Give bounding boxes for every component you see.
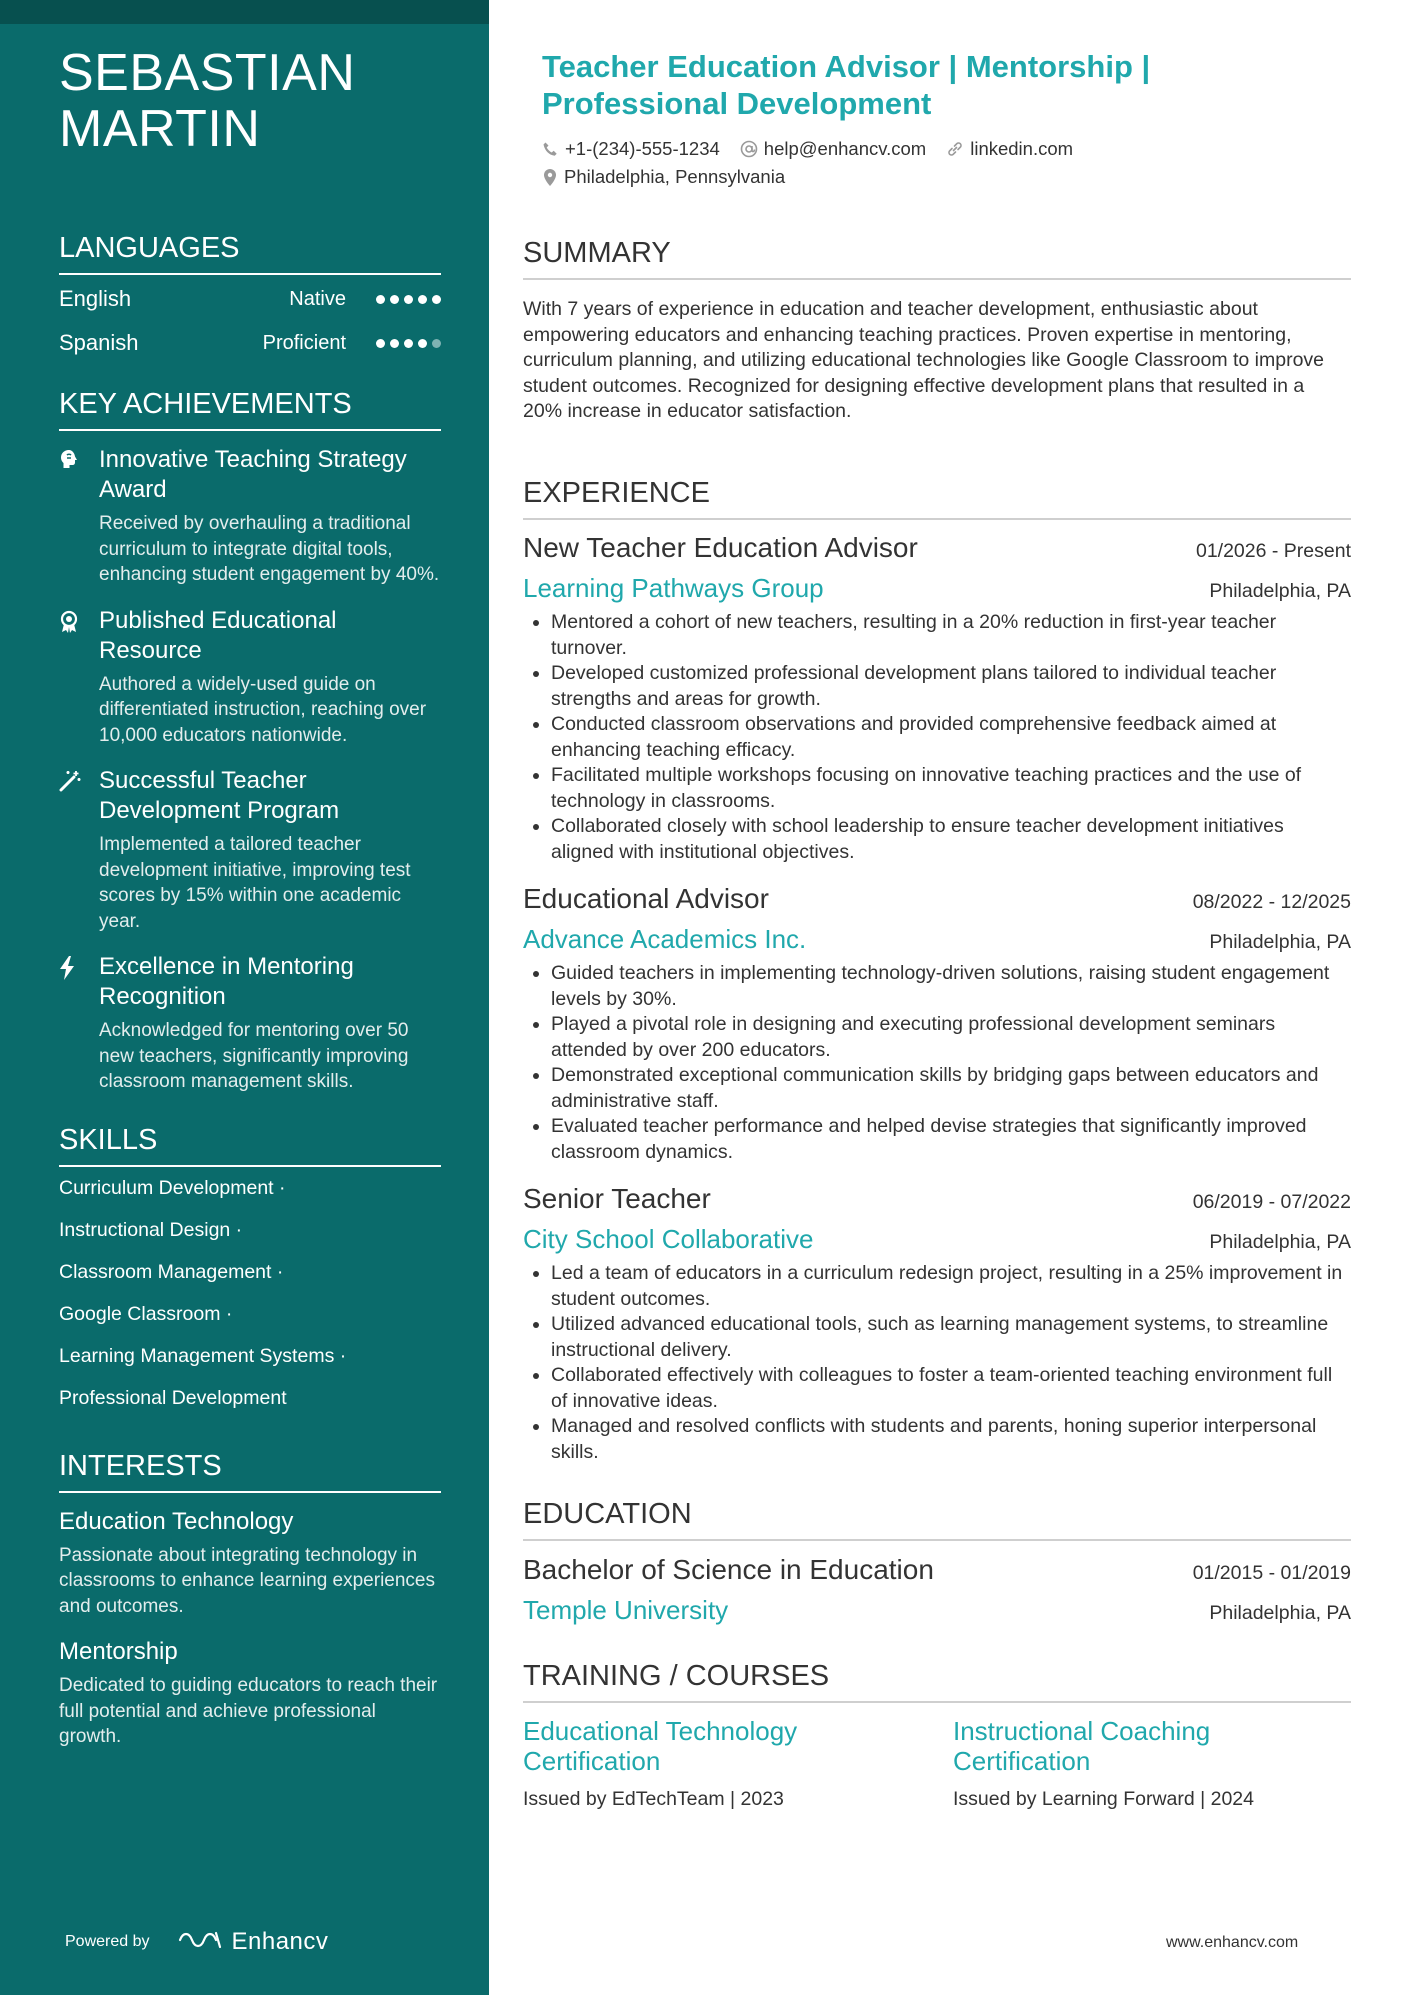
enhancv-logo-icon <box>178 1929 222 1956</box>
candidate-name: SEBASTIAN MARTIN <box>59 44 356 158</box>
job-bullet: • Led a team of educators in a curriculum redesign project, resulting in a 25% improvement in student outcomes. <box>551 1261 1351 1312</box>
skill-item: Classroom Management · <box>59 1260 284 1283</box>
award-medal-icon <box>59 606 99 636</box>
language-proficiency-dots <box>376 339 441 348</box>
skills-list <box>59 1167 441 1419</box>
link-icon <box>946 140 964 158</box>
location-text: Philadelphia, Pennsylvania <box>564 166 786 187</box>
language-name: English <box>59 286 132 311</box>
job-title: New Teacher Education Advisor <box>523 532 918 563</box>
job-title: Senior Teacher <box>523 1183 711 1214</box>
achievement-item <box>59 766 441 934</box>
headline: Teacher Education Advisor | Mentorship | Professional Development <box>542 49 1151 121</box>
course-issuer: Issued by EdTechTeam | 2023 <box>523 1788 784 1810</box>
contact-phone <box>542 138 720 160</box>
job-bullet: • Managed and resolved conflicts with students and parents, honing superior interpersonal skills. <box>551 1414 1351 1465</box>
job-bullet: • Played a pivotal role in designing and executing professional development seminars attended by over 200 educators. <box>551 1012 1351 1063</box>
language-proficiency-dots <box>376 295 441 304</box>
course-item <box>523 1716 923 1812</box>
job-bullet: • Facilitated multiple workshops focusing on innovative teaching practices and the use of technology in classrooms. <box>551 763 1351 814</box>
contact-location <box>542 166 785 188</box>
job-bullet: • Evaluated teacher performance and helped devise strategies that significantly improved classroom dynamics. <box>551 1114 1351 1165</box>
job-company: Learning Pathways Group <box>523 573 824 603</box>
achievement-title: Published Educational Resource <box>99 606 337 664</box>
experience-entry <box>523 530 1351 865</box>
job-bullet: • Developed customized professional development plans tailored to individual teacher strengths and areas for growth. <box>551 661 1351 712</box>
powered-by-label: Powered by <box>65 1933 150 1950</box>
job-company: Advance Academics Inc. <box>523 924 807 954</box>
at-icon <box>740 140 758 158</box>
achievement-title: Successful Teacher Development Program <box>99 767 340 824</box>
achievement-item <box>59 445 441 588</box>
experience-heading: EXPERIENCE <box>523 476 1351 520</box>
experience-entry <box>523 1181 1351 1465</box>
job-date: 06/2019 - 07/2022 <box>1192 1191 1351 1213</box>
achievement-description: Acknowledged for mentoring over 50 new teachers, significantly improving classroom management skills. <box>99 1020 409 1092</box>
interest-description: Dedicated to guiding educators to reach their full potential and achieve professional growth. <box>59 1675 438 1747</box>
enhancv-brand-text: Enhancv <box>231 1928 329 1955</box>
education-location: Philadelphia, PA <box>1209 1602 1351 1624</box>
contact-linkedin[interactable] <box>946 138 1073 160</box>
course-title: Instructional Coaching Certification <box>953 1716 1211 1776</box>
skill-item: Google Classroom · <box>59 1302 233 1325</box>
language-level: Native <box>289 287 346 310</box>
proficiency-dot-filled <box>432 295 441 304</box>
proficiency-dot-filled <box>390 339 399 348</box>
experience-entry <box>523 881 1351 1165</box>
brain-bulb-icon <box>59 445 99 475</box>
job-bullet: • Utilized advanced educational tools, such as learning management systems, to streamline instructional delivery. <box>551 1312 1351 1363</box>
lightning-bolt-icon <box>59 952 99 982</box>
location-pin-icon <box>542 168 558 187</box>
language-item <box>59 277 441 321</box>
achievement-description: Implemented a tailored teacher development initiative, improving test scores by 15% within one academic year. <box>99 834 411 932</box>
education-date: 01/2015 - 01/2019 <box>1192 1562 1351 1584</box>
proficiency-dot-filled <box>390 295 399 304</box>
powered-by-footer <box>65 1928 328 1956</box>
job-location: Philadelphia, PA <box>1209 1231 1351 1253</box>
phone-text: +1-(234)-555-1234 <box>565 138 720 159</box>
school-name: Temple University <box>523 1595 729 1625</box>
job-date: 01/2026 - Present <box>1195 540 1351 562</box>
proficiency-dot-filled <box>404 339 413 348</box>
languages-heading: LANGUAGES <box>59 231 441 275</box>
proficiency-dot-empty <box>432 339 441 348</box>
sidebar <box>0 0 489 1995</box>
training-heading: TRAINING / COURSES <box>523 1659 1351 1703</box>
language-name: Spanish <box>59 330 139 355</box>
job-bullets <box>523 610 1351 865</box>
job-bullet: • Guided teachers in implementing technology-driven solutions, raising student engagement levels by 30%. <box>551 961 1351 1012</box>
education-heading: EDUCATION <box>523 1497 1351 1541</box>
skill-item: Learning Management Systems · <box>59 1344 347 1367</box>
interest-item <box>59 1637 441 1750</box>
skill-item: Professional Development <box>59 1386 287 1409</box>
footer-url[interactable]: www.enhancv.com <box>1166 1934 1299 1951</box>
sidebar-content <box>59 45 441 1750</box>
job-company: City School Collaborative <box>523 1224 814 1254</box>
email-text: help@enhancv.com <box>763 138 927 159</box>
job-location: Philadelphia, PA <box>1209 931 1351 953</box>
job-bullets <box>523 961 1351 1165</box>
job-title: Educational Advisor <box>523 883 769 914</box>
contact-row <box>542 163 1093 191</box>
achievements-list <box>59 445 441 1095</box>
interest-title: Education Technology <box>59 1507 294 1535</box>
job-location: Philadelphia, PA <box>1209 580 1351 602</box>
education-entry <box>523 1552 1351 1626</box>
job-bullet: • Collaborated effectively with colleagues to foster a team-oriented teaching environment full of innovative ideas. <box>551 1363 1351 1414</box>
achievement-title: Innovative Teaching Strategy Award <box>99 446 407 503</box>
course-title: Educational Technology Certification <box>523 1716 798 1776</box>
achievement-title: Excellence in Mentoring Recognition <box>99 953 354 1010</box>
job-bullet: • Mentored a cohort of new teachers, resulting in a 20% reduction in first-year teacher turnover. <box>551 610 1351 661</box>
skill-item: Curriculum Development · <box>59 1176 286 1199</box>
interest-description: Passionate about integrating technology in classrooms to enhance learning experiences and outcomes. <box>59 1544 435 1617</box>
proficiency-dot-filled <box>404 295 413 304</box>
interests-list <box>59 1507 441 1750</box>
job-bullets <box>523 1261 1351 1465</box>
languages-list <box>59 277 441 365</box>
linkedin-text: linkedin.com <box>970 138 1074 159</box>
course-item <box>953 1716 1353 1812</box>
job-date: 08/2022 - 12/2025 <box>1192 891 1351 913</box>
course-issuer: Issued by Learning Forward | 2024 <box>953 1788 1254 1810</box>
degree-title: Bachelor of Science in Education <box>523 1554 934 1585</box>
phone-icon <box>542 141 559 158</box>
summary-heading: SUMMARY <box>523 236 1351 280</box>
proficiency-dot-filled <box>418 295 427 304</box>
interests-heading: INTERESTS <box>59 1449 441 1493</box>
language-item <box>59 321 441 365</box>
achievement-description: Authored a widely-used guide on differentiated instruction, reaching over 10,000 educators nationwide. <box>99 673 427 746</box>
interest-title: Mentorship <box>59 1638 178 1665</box>
skill-item: Instructional Design · <box>59 1218 243 1241</box>
proficiency-dot-filled <box>376 295 385 304</box>
proficiency-dot-filled <box>376 339 385 348</box>
interest-item <box>59 1507 441 1620</box>
job-bullet: • Collaborated closely with school leadership to ensure teacher development initiatives aligned with institutional objectives. <box>551 814 1351 865</box>
job-bullet: • Demonstrated exceptional communication skills by bridging gaps between educators and administrative staff. <box>551 1063 1351 1114</box>
contact-email[interactable] <box>740 138 926 160</box>
language-level: Proficient <box>262 331 346 354</box>
job-bullet: • Conducted classroom observations and provided comprehensive feedback aimed at enhancing teaching efficacy. <box>551 712 1351 763</box>
achievement-item <box>59 952 441 1095</box>
contact-info <box>542 135 1093 191</box>
proficiency-dot-filled <box>418 339 427 348</box>
achievement-description: Received by overhauling a traditional curriculum to integrate digital tools, enhancing student engagement by 40%. <box>99 513 440 585</box>
contact-row <box>542 135 1093 163</box>
magic-wand-icon <box>59 766 99 796</box>
summary-text: With 7 years of experience in education and teacher development, enthusiastic about empowering educators and enhancing teaching practices. Proven expertise in mentoring, curriculum planning, and utilizing educational technologies like Google Classroom to improve student outcomes. Recognized for designing effective development plans that resulted in a 20% increase in educator satisfaction. <box>523 298 1325 422</box>
sidebar-top-band <box>0 0 489 24</box>
skills-heading: SKILLS <box>59 1123 441 1167</box>
key-achievements-heading: KEY ACHIEVEMENTS <box>59 387 441 431</box>
achievement-item <box>59 606 441 749</box>
